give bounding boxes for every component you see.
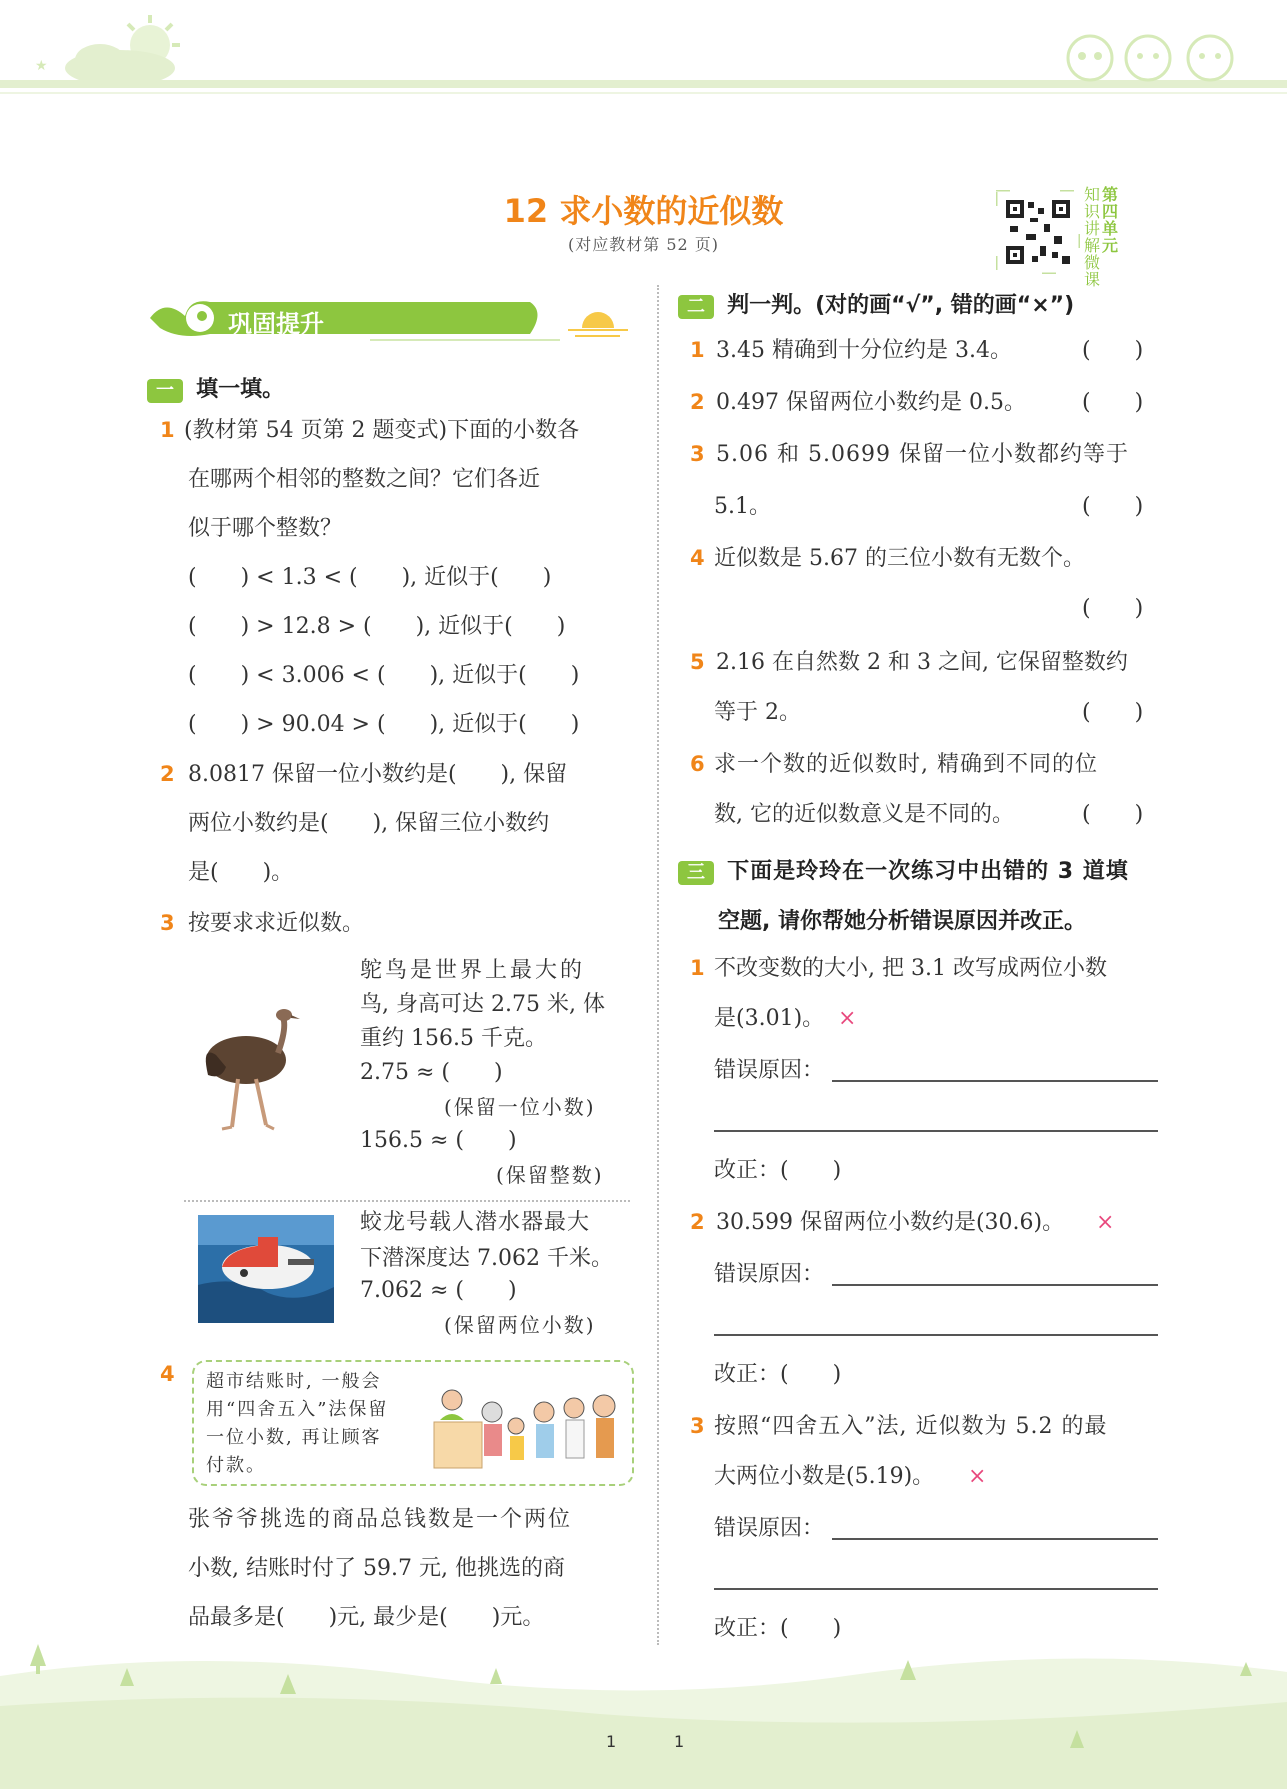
q4-line: 张爷爷挑选的商品总钱数是一个两位: [188, 1507, 573, 1532]
error-3-reason-label: 错误原因：: [714, 1516, 825, 1541]
section2-badge: 二: [678, 295, 714, 319]
q3-divider: [184, 1200, 630, 1202]
banner-label: 巩固提升: [228, 310, 324, 338]
judge-3-blank[interactable]: ( ): [1082, 494, 1144, 519]
column-divider: [657, 285, 659, 1645]
page-title: 12 求小数的近似数: [503, 192, 784, 230]
ostrich-note-1: (保留一位小数): [444, 1095, 596, 1119]
ostrich-text: 重约 156.5 千克。: [360, 1026, 547, 1051]
error-3-text: 按照“四舍五入”法, 近似数为 5.2 的最: [714, 1414, 1108, 1439]
judge-4-number: 4: [690, 546, 705, 570]
qr-code-icon[interactable]: [996, 190, 1080, 274]
judge-5-text: 等于 2。: [714, 700, 801, 725]
judge-3-text: 5.06 和 5.0699 保留一位小数都约等于: [716, 442, 1129, 467]
wrong-mark-icon: ×: [968, 1464, 987, 1489]
q2-line[interactable]: 8.0817 保留一位小数约是( ), 保留: [188, 762, 568, 787]
error-1-fix[interactable]: 改正：( ): [714, 1158, 842, 1183]
ostrich-text: 鸵鸟是世界上最大的: [360, 958, 586, 983]
q1-line: 似于哪个整数？: [188, 516, 343, 541]
q1-line: (教材第 54 页第 2 题变式)下面的小数各: [184, 418, 580, 443]
judge-6-blank[interactable]: ( ): [1082, 802, 1144, 827]
error-1-reason-label: 错误原因：: [714, 1058, 825, 1083]
q1-row[interactable]: ( ) > 12.8 > ( ), 近似于( ): [188, 614, 566, 639]
judge-2-blank[interactable]: ( ): [1082, 390, 1144, 415]
q4-line[interactable]: 品最多是( )元, 最少是( )元。: [188, 1605, 545, 1630]
q2-number: 2: [160, 762, 175, 786]
q4-note-line: 一位小数, 再让顾客: [206, 1427, 382, 1448]
ostrich-question-1[interactable]: 2.75 ≈ ( ): [360, 1060, 503, 1085]
submersible-text: 蛟龙号载人潜水器最大: [360, 1210, 591, 1235]
submersible-text: 下潜深度达 7.062 千米。: [360, 1246, 613, 1271]
q1-row[interactable]: ( ) < 3.006 < ( ), 近似于( ): [188, 663, 580, 688]
submersible-note: (保留两位小数): [444, 1313, 596, 1337]
judge-4-text: 近似数是 5.67 的三位小数有无数个。: [714, 546, 1085, 571]
section2-title: 判一判。(对的画“√”, 错的画“×”): [727, 293, 1075, 318]
judge-5-blank[interactable]: ( ): [1082, 700, 1144, 725]
q4-number: 4: [160, 1362, 175, 1386]
judge-1-number: 1: [690, 338, 705, 362]
section1-badge: 一: [147, 379, 183, 403]
judge-5-number: 5: [690, 650, 705, 674]
submersible-question[interactable]: 7.062 ≈ ( ): [360, 1278, 517, 1303]
error-1-number: 1: [690, 956, 705, 980]
svg-text:★: ★: [35, 58, 48, 74]
qr-label-microlesson: 知识讲解微课: [1084, 185, 1101, 289]
qr-label-unit: 第四单元: [1102, 185, 1119, 255]
section1-title: 填一填。: [196, 377, 285, 402]
q4-note-line: 付款。: [206, 1455, 266, 1476]
section3-title: 下面是玲玲在一次练习中出错的 3 道填: [727, 859, 1129, 884]
ostrich-note-2: (保留整数): [496, 1163, 604, 1187]
banner-decoration: [150, 288, 630, 348]
page-subtitle: (对应教材第 52 页): [567, 235, 720, 254]
judge-1-text: 3.45 精确到十分位约是 3.4。: [716, 338, 1012, 363]
judge-6-text: 数, 它的近似数意义是不同的。: [714, 802, 1014, 827]
animal-faces-decoration: [1060, 20, 1260, 84]
error-2-reason-label: 错误原因：: [714, 1262, 825, 1287]
error-2-fix[interactable]: 改正：( ): [714, 1362, 842, 1387]
page-number-left: 1: [606, 1732, 617, 1751]
section2-header: [678, 288, 1074, 319]
q4-line: 小数, 结账时付了 59.7 元, 他挑选的商: [188, 1556, 565, 1581]
judge-3-text: 5.1。: [714, 494, 771, 519]
ostrich-question-2[interactable]: 156.5 ≈ ( ): [360, 1128, 517, 1153]
q1-line: 在哪两个相邻的整数之间？它们各近: [188, 467, 541, 492]
q4-note-line: 超市结账时, 一般会: [206, 1371, 382, 1392]
submersible-image: [198, 1215, 334, 1323]
q1-row[interactable]: ( ) > 90.04 > ( ), 近似于( ): [188, 712, 580, 737]
q1-row[interactable]: ( ) < 1.3 < ( ), 近似于( ): [188, 565, 552, 590]
error-2-number: 2: [690, 1210, 705, 1234]
q2-line[interactable]: 是( )。: [188, 860, 294, 885]
judge-6-number: 6: [690, 752, 705, 776]
judge-2-text: 0.497 保留两位小数约是 0.5。: [716, 390, 1026, 415]
checkout-illustration: [432, 1378, 624, 1472]
q4-note: [206, 1368, 388, 1480]
ostrich-image: [196, 1005, 312, 1135]
header-band-thin: [0, 92, 1287, 94]
q2-line[interactable]: 两位小数约是( ), 保留三位小数约: [188, 811, 550, 836]
error-1-text: 不改变数的大小, 把 3.1 改写成两位小数: [714, 956, 1107, 981]
wrong-mark-icon: ×: [1096, 1210, 1115, 1235]
section3-title: 空题, 请你帮她分析错误原因并改正。: [718, 909, 1087, 934]
judge-5-text: 2.16 在自然数 2 和 3 之间, 它保留整数约: [716, 650, 1128, 675]
footer-hills-decoration: [0, 1636, 1287, 1789]
judge-2-number: 2: [690, 390, 705, 414]
sun-cloud-decoration: [30, 10, 210, 90]
error-1-reason-input[interactable]: [714, 1130, 1158, 1132]
error-3-number: 3: [690, 1414, 705, 1438]
judge-1-blank[interactable]: ( ): [1082, 338, 1144, 363]
q3-text: 按要求求近似数。: [188, 911, 365, 936]
section1-header: [147, 372, 284, 403]
error-2-text: 30.599 保留两位小数约是(30.6)。: [716, 1210, 1065, 1235]
error-3-reason-input[interactable]: [714, 1588, 1158, 1590]
wrong-mark-icon: ×: [838, 1006, 857, 1031]
section3-header: [678, 854, 1129, 885]
error-3-text: 大两位小数是(5.19)。: [714, 1464, 935, 1489]
q3-number: 3: [160, 911, 175, 935]
ostrich-text: 鸟, 身高可达 2.75 米, 体: [360, 992, 605, 1017]
judge-6-text: 求一个数的近似数时, 精确到不同的位: [714, 752, 1098, 777]
judge-4-blank[interactable]: ( ): [1082, 596, 1144, 621]
error-1-reason-input[interactable]: [832, 1080, 1158, 1082]
error-3-reason-input[interactable]: [832, 1538, 1158, 1540]
section3-badge: 三: [678, 861, 714, 885]
error-3-fix[interactable]: 改正：( ): [714, 1616, 842, 1641]
judge-3-number: 3: [690, 442, 705, 466]
error-2-reason-input[interactable]: [832, 1284, 1158, 1286]
q4-note-line: 用“四舍五入”法保留: [206, 1399, 389, 1420]
error-2-reason-input[interactable]: [714, 1334, 1158, 1336]
error-1-text: 是(3.01)。: [714, 1006, 825, 1031]
page-number-right: 1: [674, 1732, 685, 1751]
q1-number: 1: [160, 418, 175, 442]
